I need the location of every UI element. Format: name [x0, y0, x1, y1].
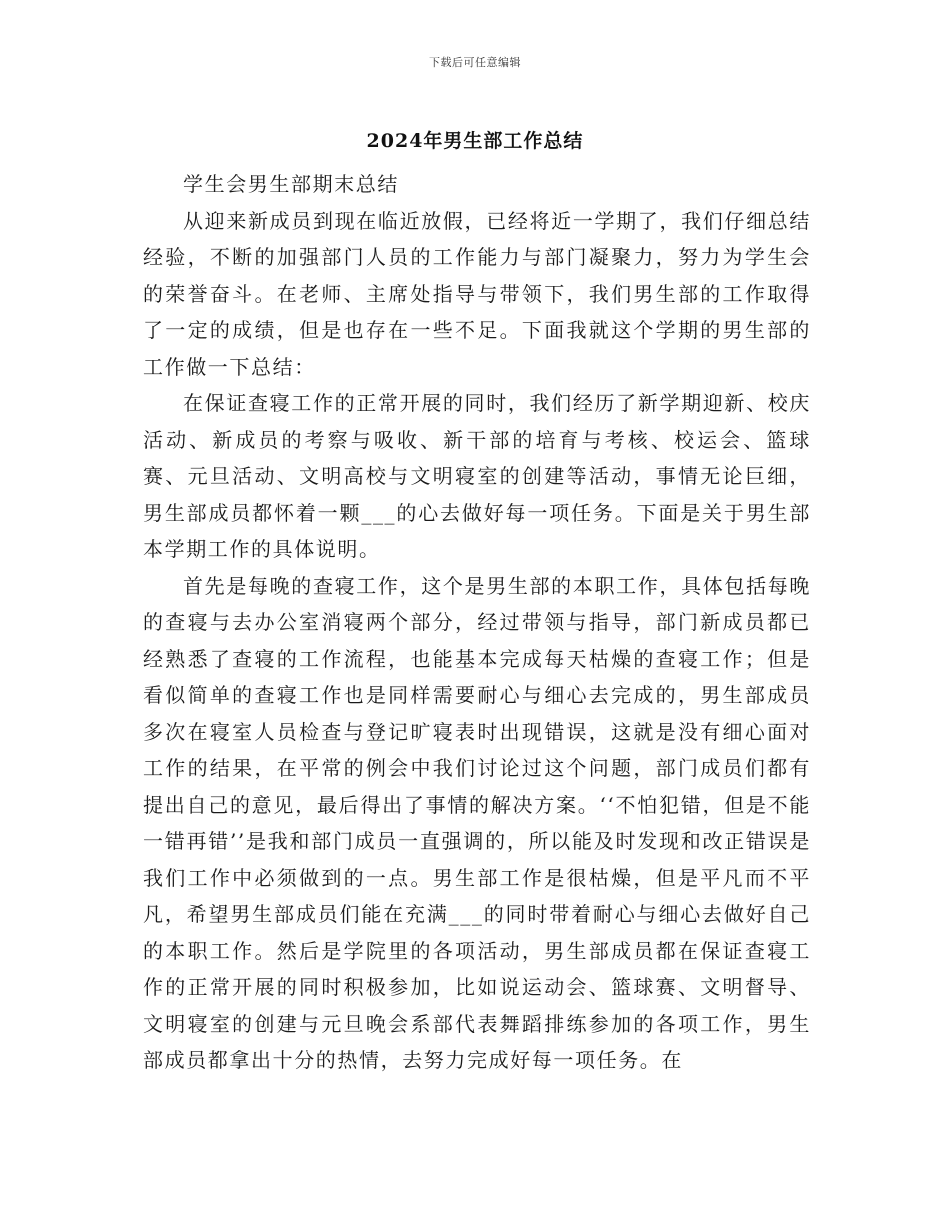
- header-note: 下载后可任意编辑: [429, 56, 521, 69]
- document-title: 2024年男生部工作总结: [366, 130, 584, 152]
- section-heading: 学生会男生部期末总结: [183, 172, 399, 196]
- paragraph: 从迎来新成员到现在临近放假，已经将近一学期了，我们仔细总结经验，不断的加强部门人员的工作能力与部门凝聚力，努力为学生会的荣誉奋斗。在老师、主席处指导与带领下，我们男生部的工作取得了一定的成绩，但是也存在一些不足。下面我就这个学期的男生部的工作做一下总结：: [143, 208, 811, 379]
- paragraph: 在保证查寝工作的正常开展的同时，我们经历了新学期迎新、校庆活动、新成员的考察与吸收、新干部的培育与考核、校运会、篮球赛、元旦活动、文明高校与文明寝室的创建等活动，事情无论巨细，男生部成员都怀着一颗___的心去做好每一项任务。下面是关于男生部本学期工作的具体说明。: [143, 391, 811, 561]
- document-body: [143, 166, 811, 1079]
- paragraph: 首先是每晚的查寝工作，这个是男生部的本职工作，具体包括每晚的查寝与去办公室消寝两个部分，经过带领与指导，部门新成员都已经熟悉了查寝的工作流程，也能基本完成每天枯燥的查寝工作；但是看似简单的查寝工作也是同样需要耐心与细心去完成的，男生部成员多次在寝室人员检查与登记旷寝表时出现错误，这就是没有细心面对工作的结果，在平常的例会中我们讨论过这个问题，部门成员们都有提出自己的意见，最后得出了事情的解决方案。‘‘不怕犯错，但是不能一错再错’’是我和部门成员一直强调的，所以能及时发现和改正错误是我们工作中必须做到的一点。男生部工作是很枯燥，但是平凡而不平凡，希望男生部成员们能在充满___的同时带着耐心与细心去做好自己的本职工作。然后是学院里的各项活动，男生部成员都在保证查寝工作的正常开展的同时积极参加，比如说运动会、篮球赛、文明督导、文明寝室的创建与元旦晚会系部代表舞蹈排练参加的各项工作，男生部成员都拿出十分的热情，去努力完成好每一项任务。在: [143, 573, 811, 1072]
